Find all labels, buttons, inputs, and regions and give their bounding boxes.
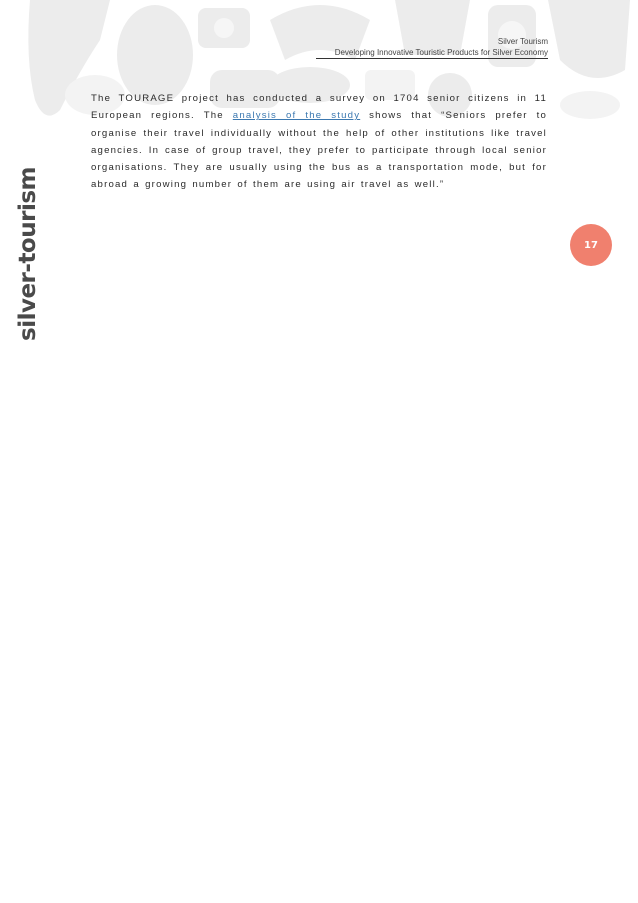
side-brand-logo-text: silver-tourism	[15, 167, 41, 341]
page-number-badge	[570, 224, 612, 266]
study-analysis-link[interactable]: analysis of the study	[232, 110, 361, 122]
header-subtitle: Developing Innovative Touristic Products for Silver Economy	[334, 48, 548, 57]
header-underline	[316, 58, 548, 59]
running-header	[316, 36, 548, 59]
body-paragraph	[91, 90, 547, 194]
header-title: Silver Tourism	[497, 37, 548, 46]
page-number: 17	[584, 239, 598, 251]
paragraph-text-before-link: The TOURAGE project has conducted a survey on 1704 senior citizens in 11 European regions. The	[91, 93, 547, 122]
side-brand-logo	[12, 167, 44, 341]
paragraph-text-after-link: shows that “Seniors prefer to organise their travel individually without the help of other institutions like travel agencies. In case of group travel, they prefer to participate through local senior organisations. They are usually using the bus as a transportation mode, but for abroad a growing number of them are using air travel as well.”	[91, 110, 547, 191]
